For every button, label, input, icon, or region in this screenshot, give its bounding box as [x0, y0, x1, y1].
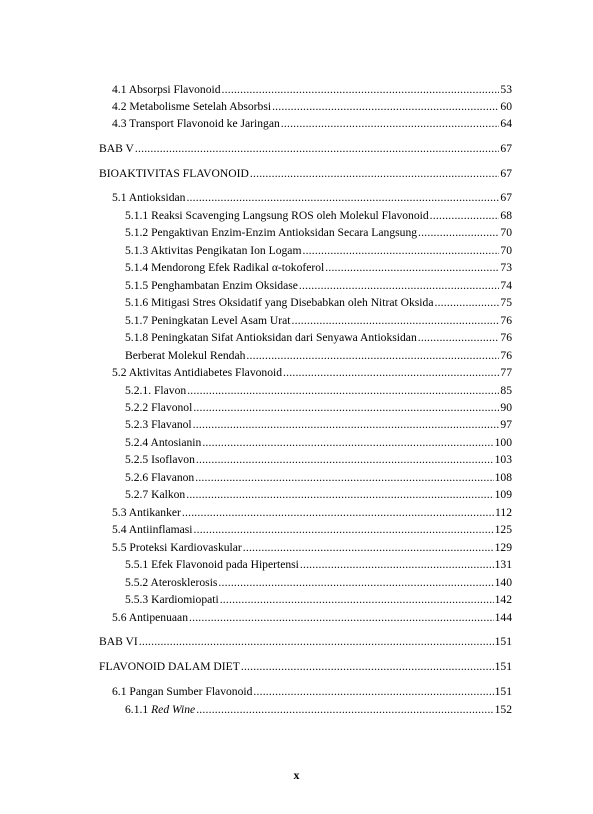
toc-entry-title: 5.5.2 Aterosklerosis — [125, 576, 218, 589]
toc-entry-page: 152 — [494, 703, 512, 716]
toc-leader-dots — [218, 576, 493, 590]
toc-leader-dots — [299, 279, 500, 293]
toc-entry-page: 109 — [494, 488, 512, 501]
toc-entry-page: 100 — [494, 436, 512, 449]
toc-leader-dots — [135, 142, 500, 156]
toc-entry — [112, 611, 512, 625]
toc-entry-page: 125 — [494, 523, 512, 536]
toc-entry — [125, 244, 512, 258]
toc-entry-title: 5.2 Aktivitas Antidiabetes Flavonoid — [112, 366, 283, 379]
toc-entry-page: 103 — [494, 453, 512, 466]
toc-leader-dots — [302, 244, 499, 258]
toc-entry-title: 6.1 Pangan Sumber Flavonoid — [112, 685, 253, 698]
toc-entry — [125, 401, 512, 415]
toc-leader-dots — [220, 593, 494, 607]
toc-entry-page: 67 — [500, 191, 512, 204]
toc-leader-dots — [195, 471, 493, 485]
toc-leader-dots — [139, 635, 494, 649]
toc-entry-page: 68 — [500, 209, 512, 222]
toc-entry-page: 70 — [500, 226, 512, 239]
toc-entry-title: 4.3 Transport Flavonoid ke Jaringan — [112, 117, 280, 130]
toc-leader-dots — [283, 366, 499, 380]
toc-entry-page: 70 — [500, 244, 512, 257]
toc-entry-page: 64 — [500, 117, 512, 130]
toc-entry-title: 5.4 Antiinflamasi — [112, 523, 193, 536]
toc-leader-dots — [182, 506, 494, 520]
toc-entry — [125, 703, 512, 717]
toc-entry — [99, 660, 512, 674]
toc-entry — [112, 100, 512, 114]
toc-entry — [125, 296, 512, 310]
toc-leader-dots — [189, 611, 494, 625]
toc-leader-dots — [194, 523, 494, 537]
toc-entry — [112, 523, 512, 537]
toc-entry — [125, 418, 512, 432]
toc-entry-page: 108 — [494, 471, 512, 484]
toc-entry — [125, 279, 512, 293]
toc-leader-dots — [186, 191, 499, 205]
toc-entry — [125, 261, 512, 275]
toc-entry-title: 5.1.6 Mitigasi Stres Oksidatif yang Disebabkan oleh Nitrat Oksida — [125, 296, 434, 309]
toc-entry — [112, 83, 512, 97]
toc-entry-page: 60 — [500, 100, 512, 113]
toc-leader-dots — [202, 436, 493, 450]
toc-entry-title: 5.5 Proteksi Kardiovaskular — [112, 541, 242, 554]
toc-entry — [99, 635, 512, 649]
toc-entry-title: 6.1.1 Red Wine — [125, 703, 196, 716]
toc-leader-dots — [222, 83, 500, 97]
toc-leader-dots — [430, 209, 500, 223]
toc-leader-dots — [193, 418, 500, 432]
toc-entry-title: 4.1 Absorpsi Flavonoid — [112, 83, 221, 96]
toc-entry-page: 75 — [500, 296, 512, 309]
toc-leader-dots — [418, 331, 500, 345]
toc-entry — [125, 558, 512, 572]
toc-entry — [125, 314, 512, 328]
toc-entry-title: 5.5.3 Kardiomiopati — [125, 593, 219, 606]
toc-entry-title: 4.2 Metabolisme Setelah Absorbsi — [112, 100, 272, 113]
toc-leader-dots — [272, 100, 499, 114]
toc-entry-title: 5.2.7 Kalkon — [125, 488, 186, 501]
toc-entry — [125, 436, 512, 450]
toc-entry-title: BAB V — [99, 142, 134, 155]
toc-entry-page: 140 — [494, 576, 512, 589]
toc-entry-title: 5.3 Antikanker — [112, 506, 181, 519]
toc-entry — [125, 209, 512, 223]
toc-leader-dots — [418, 226, 499, 240]
toc-entry-page: 151 — [494, 635, 512, 648]
toc-entry-page: 129 — [494, 541, 512, 554]
toc-entry — [99, 142, 512, 156]
toc-entry-title: 5.6 Antipenuaan — [112, 611, 188, 624]
toc-entry — [125, 576, 512, 590]
toc-entry-title: 5.2.1. Flavon — [125, 384, 187, 397]
toc-entry — [125, 471, 512, 485]
toc-entry-page: 76 — [500, 349, 512, 362]
toc-entry-title: 5.2.4 Antosianin — [125, 436, 202, 449]
toc-entry-title: 5.1.2 Pengaktivan Enzim-Enzim Antioksidan Secara Langsung — [125, 226, 418, 239]
toc-entry-title: 5.2.3 Flavanol — [125, 418, 192, 431]
toc-leader-dots — [243, 541, 494, 555]
toc-leader-dots — [186, 488, 493, 502]
toc-entry-page: 53 — [500, 83, 512, 96]
toc-entry-title: 5.1.7 Peningkatan Level Asam Urat — [125, 314, 291, 327]
toc-entry-page: 97 — [500, 418, 512, 431]
toc-entry-page: 74 — [500, 279, 512, 292]
toc-entry-page: 73 — [500, 261, 512, 274]
toc-entry-title: 5.2.2 Flavonol — [125, 401, 193, 414]
toc-entry-page: 77 — [500, 366, 512, 379]
toc-entry — [125, 331, 512, 345]
toc-entry — [125, 349, 512, 363]
toc-entry-page: 90 — [500, 401, 512, 414]
toc-entry-page: 144 — [494, 611, 512, 624]
toc-entry — [125, 593, 512, 607]
toc-entry-page: 85 — [500, 384, 512, 397]
toc-leader-dots — [300, 558, 494, 572]
toc-leader-dots — [196, 453, 494, 467]
toc-leader-dots — [434, 296, 499, 310]
toc-entry-title: 5.2.6 Flavanon — [125, 471, 195, 484]
toc-entry-title: 5.1.3 Aktivitas Pengikatan Ion Logam — [125, 244, 302, 257]
toc-leader-dots — [241, 660, 494, 674]
toc-entry — [125, 226, 512, 240]
toc-leader-dots — [292, 314, 500, 328]
toc-leader-dots — [281, 117, 500, 131]
toc-entry — [112, 366, 512, 380]
page-number: x — [293, 768, 300, 782]
toc-entry-title: BIOAKTIVITAS FLAVONOID — [99, 167, 249, 180]
toc-entry-title: 5.1 Antioksidan — [112, 191, 186, 204]
toc-entry-title: 5.1.4 Mendorong Efek Radikal α-tokoferol — [125, 261, 325, 274]
toc-entry-title: 5.1.5 Penghambatan Enzim Oksidase — [125, 279, 298, 292]
toc-leader-dots — [325, 261, 499, 275]
toc-leader-dots — [246, 349, 499, 363]
toc-entry-page: 151 — [494, 685, 512, 698]
toc-entry — [112, 506, 512, 520]
toc-entry — [99, 167, 512, 181]
toc-entry-page: 151 — [494, 660, 512, 673]
toc-entry-page: 67 — [500, 167, 512, 180]
toc-entry — [125, 384, 512, 398]
toc-entry — [125, 453, 512, 467]
toc-entry-page: 142 — [494, 593, 512, 606]
toc-leader-dots — [196, 703, 493, 717]
toc-entry-title: 5.2.5 Isoflavon — [125, 453, 195, 466]
toc-leader-dots — [187, 384, 499, 398]
toc-leader-dots — [253, 685, 493, 699]
toc-entry-title: Berberat Molekul Rendah — [125, 349, 246, 362]
toc-entry-page: 131 — [494, 558, 512, 571]
toc-entry-page: 76 — [500, 314, 512, 327]
toc-entry — [112, 541, 512, 555]
toc-leader-dots — [193, 401, 499, 415]
toc-entry-title: FLAVONOID DALAM DIET — [99, 660, 240, 673]
toc-leader-dots — [250, 167, 500, 181]
toc-entry — [125, 488, 512, 502]
toc-entry-title: 5.1.1 Reaksi Scavenging Langsung ROS oleh Molekul Flavonoid — [125, 209, 429, 222]
toc-entry-page: 112 — [495, 506, 512, 519]
toc-entry-title: 5.5.1 Efek Flavonoid pada Hipertensi — [125, 558, 299, 571]
toc-entry — [112, 685, 512, 699]
toc-entry — [112, 117, 512, 131]
toc-entry — [112, 191, 512, 205]
toc-entry-page: 76 — [500, 331, 512, 344]
toc-entry-title: 5.1.8 Peningkatan Sifat Antioksidan dari Senyawa Antioksidan — [125, 331, 417, 344]
toc-entry-title: BAB VI — [99, 635, 138, 648]
toc-entry-page: 67 — [500, 142, 512, 155]
